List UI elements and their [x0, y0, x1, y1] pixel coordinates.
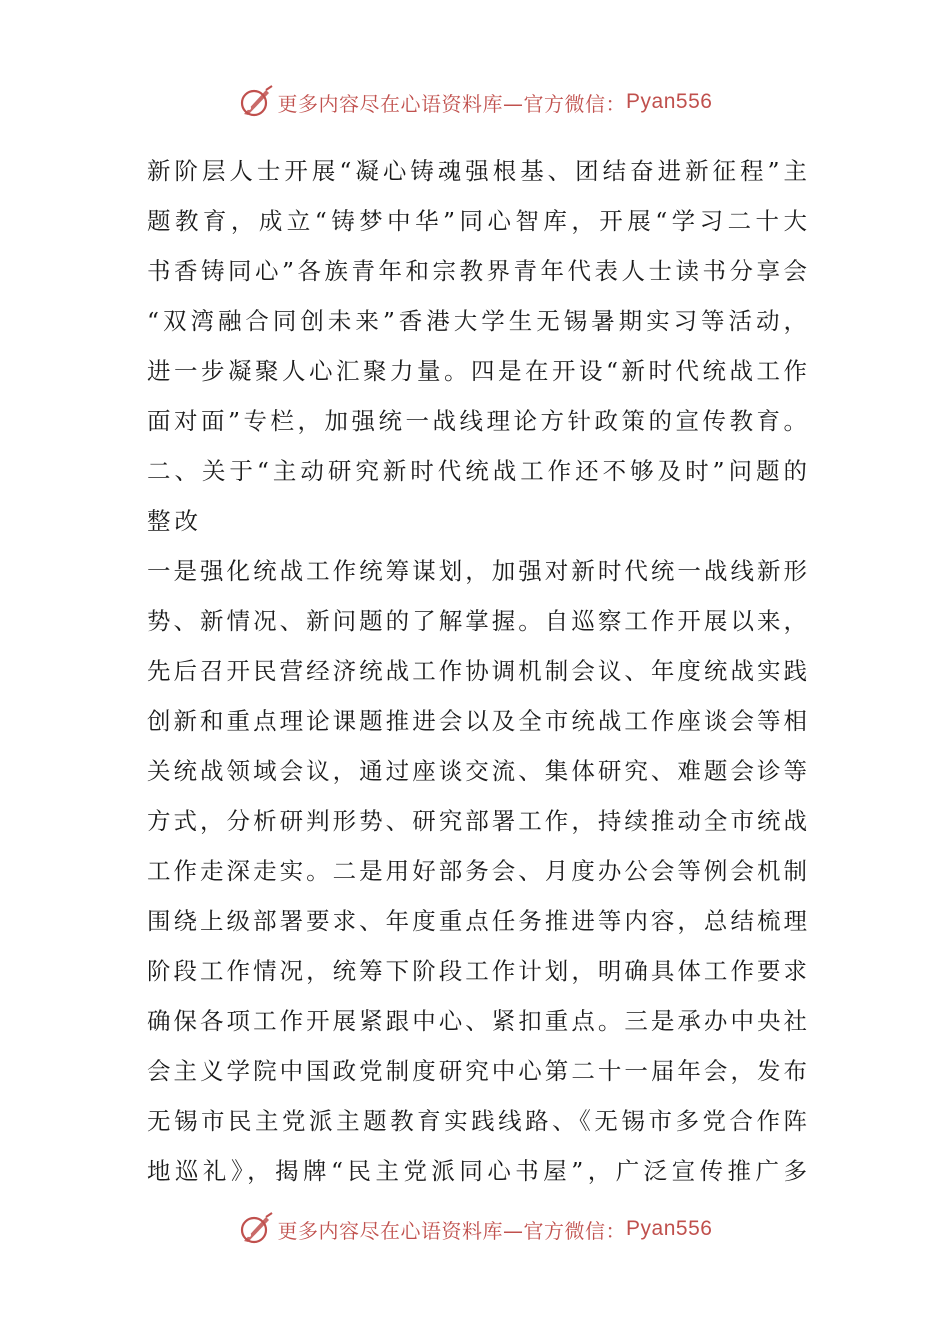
- footer-watermark: [0, 1209, 950, 1249]
- watermark-wechat-id: Pyan556: [626, 90, 713, 113]
- body-line: 围绕上级部署要求、年度重点任务推进等内容，总结梳理: [147, 907, 807, 935]
- body-line: 关统战领域会议，通过座谈交流、集体研究、难题会诊等: [147, 757, 807, 785]
- body-line: 创新和重点理论课题推进会以及全市统战工作座谈会等相: [147, 707, 807, 735]
- body-line: 面对面”专栏，加强统一战线理论方针政策的宣传教育。: [147, 407, 807, 435]
- section-heading-line: 二、关于“主动研究新时代统战工作还不够及时”问题的: [147, 457, 807, 485]
- body-line: 方式，分析研判形势、研究部署工作，持续推动全市统战: [147, 807, 807, 835]
- body-line: 工作走深走实。二是用好部务会、月度办公会等例会机制: [147, 857, 807, 885]
- watermark-text: 更多内容尽在心语资料库—官方微信：: [277, 91, 627, 116]
- body-line: 题教育，成立“铸梦中华”同心智库，开展“学习二十大: [147, 207, 807, 235]
- body-line: 地巡礼》，揭牌“民主党派同心书屋”，广泛宣传推广多: [147, 1157, 807, 1185]
- body-line: 会主义学院中国政党制度研究中心第二十一届年会，发布: [147, 1057, 807, 1085]
- body-line: 新阶层人士开展“凝心铸魂强根基、团结奋进新征程”主: [147, 157, 807, 185]
- body-line: 阶段工作情况，统筹下阶段工作计划，明确具体工作要求: [147, 957, 807, 985]
- header-watermark: [0, 82, 950, 122]
- quill-pen-logo-icon: [238, 1211, 274, 1247]
- body-line: 进一步凝聚人心汇聚力量。四是在开设“新时代统战工作: [147, 357, 807, 385]
- body-line: 书香铸同心”各族青年和宗教界青年代表人士读书分享会: [147, 257, 807, 285]
- body-line: 无锡市民主党派主题教育实践线路、《无锡市多党合作阵: [147, 1107, 807, 1135]
- quill-pen-logo-icon: [238, 84, 274, 120]
- watermark-text: 更多内容尽在心语资料库—官方微信：: [277, 1218, 627, 1243]
- body-line: 先后召开民营经济统战工作协调机制会议、年度统战实践: [147, 657, 807, 685]
- watermark-wechat-id: Pyan556: [626, 1217, 713, 1240]
- body-line: “双湾融合同创未来”香港大学生无锡暑期实习等活动，: [147, 307, 807, 335]
- body-line: 确保各项工作开展紧跟中心、紧扣重点。三是承办中央社: [147, 1007, 807, 1035]
- document-body: [147, 146, 807, 1196]
- body-line: 一是强化统战工作统筹谋划，加强对新时代统一战线新形: [147, 557, 807, 585]
- body-line: 势、新情况、新问题的了解掌握。自巡察工作开展以来，: [147, 607, 807, 635]
- section-heading-line: 整改: [147, 507, 202, 535]
